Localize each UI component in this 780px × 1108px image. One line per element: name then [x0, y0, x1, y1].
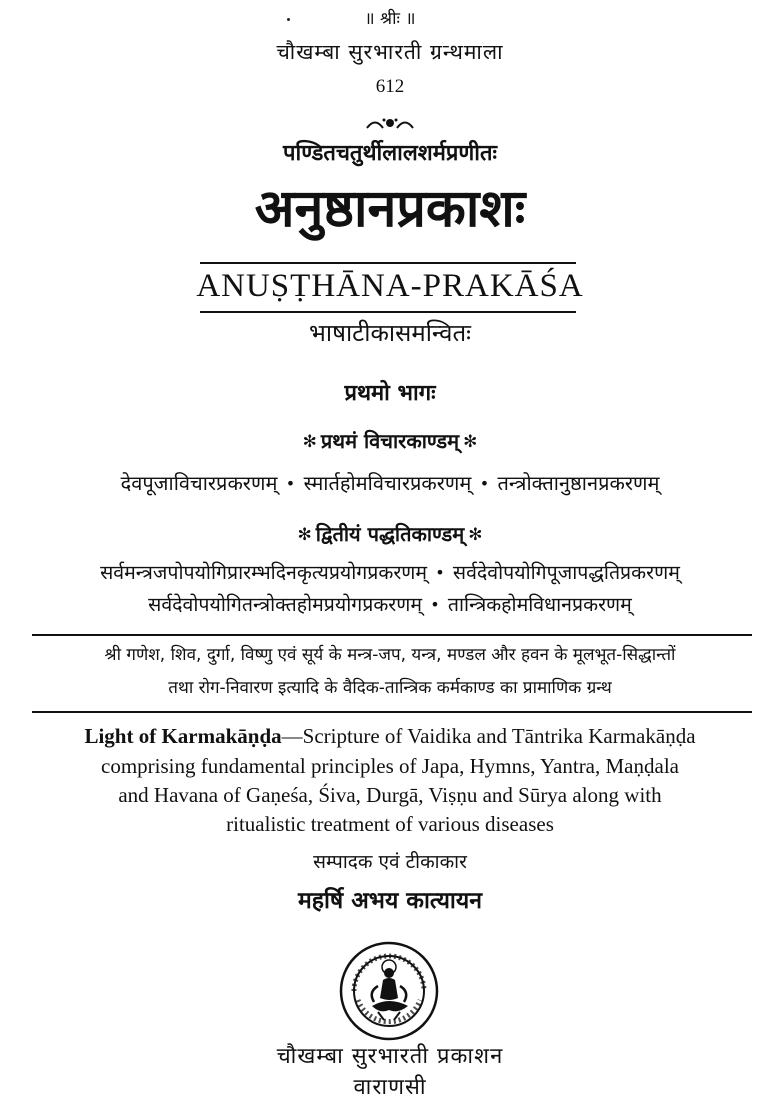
english-description-line-4: ritualistic treatment of various diseases [226, 812, 554, 836]
section-1-item: स्मार्तहोमविचारप्रकरणम् [303, 471, 472, 495]
section-2-item: सर्वदेवोपयोगिपूजापद्धतिप्रकरणम् [452, 561, 680, 584]
english-description-line-3: and Havana of Gaṇeśa, Śiva, Durgā, Viṣṇu and Sūrya along with [118, 783, 662, 807]
title-bottom-rule [200, 311, 576, 313]
asterisk-icon: ✻ [302, 431, 317, 452]
floral-ornament-icon [0, 115, 780, 135]
bullet-icon: • [435, 563, 445, 583]
asterisk-icon: ✻ [297, 524, 312, 545]
description-bottom-rule [32, 711, 752, 713]
section-2-item: सर्वदेवोपयोगितन्त्रोक्तहोमप्रयोगप्रकरणम् [148, 593, 423, 616]
section-2-items-line-1 [0, 562, 780, 584]
english-title-bold: Light of Karmakāṇḍa [84, 724, 282, 748]
transliterated-title: ANUṢṬHĀNA-PRAKĀŚA [196, 268, 584, 304]
bullet-icon: • [285, 474, 296, 494]
commentary-line: भाषाटीकासमन्वितः [309, 319, 471, 347]
description-top-rule [32, 634, 752, 636]
editor-role: सम्पादक एवं टीकाकार [313, 851, 467, 873]
asterisk-icon: ✻ [468, 524, 483, 545]
main-title: अनुष्ठानप्रकाशः [254, 179, 526, 239]
section-1-item: तन्त्रोक्तानुष्ठानप्रकरणम् [497, 471, 660, 495]
section-2-title [0, 523, 780, 546]
publisher-city: वाराणसी [353, 1075, 427, 1100]
bullet-icon: • [430, 595, 440, 615]
invocation: ॥ श्रीः ॥ [364, 9, 416, 29]
section-2-title-text: द्वितीयं पद्धतिकाण्डम् [315, 522, 465, 546]
section-1-title-text: प्रथमं विचारकाण्डम् [320, 429, 460, 453]
english-description-line-1 [0, 724, 780, 748]
section-1-items [0, 472, 780, 495]
author-line: पण्डितचतुर्थीलालशर्मप्रणीतः [283, 141, 497, 166]
hindi-description-line-2: तथा रोग-निवारण इत्यादि के वैदिक-तान्त्रिक कर्मकाण्ड का प्रामाणिक ग्रन्थ [168, 678, 612, 698]
asterisk-icon: ✻ [463, 431, 478, 452]
english-title-rest: —Scripture of Vaidika and Tāntrika Karmakāṇḍa [281, 724, 696, 748]
publisher-name: चौखम्बा सुरभारती प्रकाशन [276, 1044, 504, 1069]
section-2-items-line-2 [0, 594, 780, 616]
section-2-item: सर्वमन्त्रजपोपयोगिप्रारम्भदिनकृत्यप्रयोगप्रकरणम् [100, 561, 428, 584]
hindi-description-line-1: श्री गणेश, शिव, दुर्गा, विष्णु एवं सूर्य के मन्त्र-जप, यन्त्र, मण्डल और हवन के मूलभूत-सिद्धान्तों [104, 645, 676, 665]
bullet-icon: • [479, 474, 490, 494]
section-1-title [0, 430, 780, 453]
series-name: चौखम्बा सुरभारती ग्रन्थमाला [276, 40, 504, 64]
section-2-item: तान्त्रिकहोमविधानप्रकरणम् [447, 593, 632, 616]
title-top-rule [200, 262, 576, 264]
editor-name: महर्षि अभय कात्यायन [297, 888, 482, 914]
section-1-item: देवपूजाविचारप्रकरणम् [120, 471, 278, 495]
series-number: 612 [375, 76, 405, 97]
part-title: प्रथमो भागः [344, 381, 436, 406]
publisher-seal-icon [338, 940, 440, 1042]
english-description-line-2: comprising fundamental principles of Japa, Hymns, Yantra, Maṇḍala [101, 754, 679, 778]
